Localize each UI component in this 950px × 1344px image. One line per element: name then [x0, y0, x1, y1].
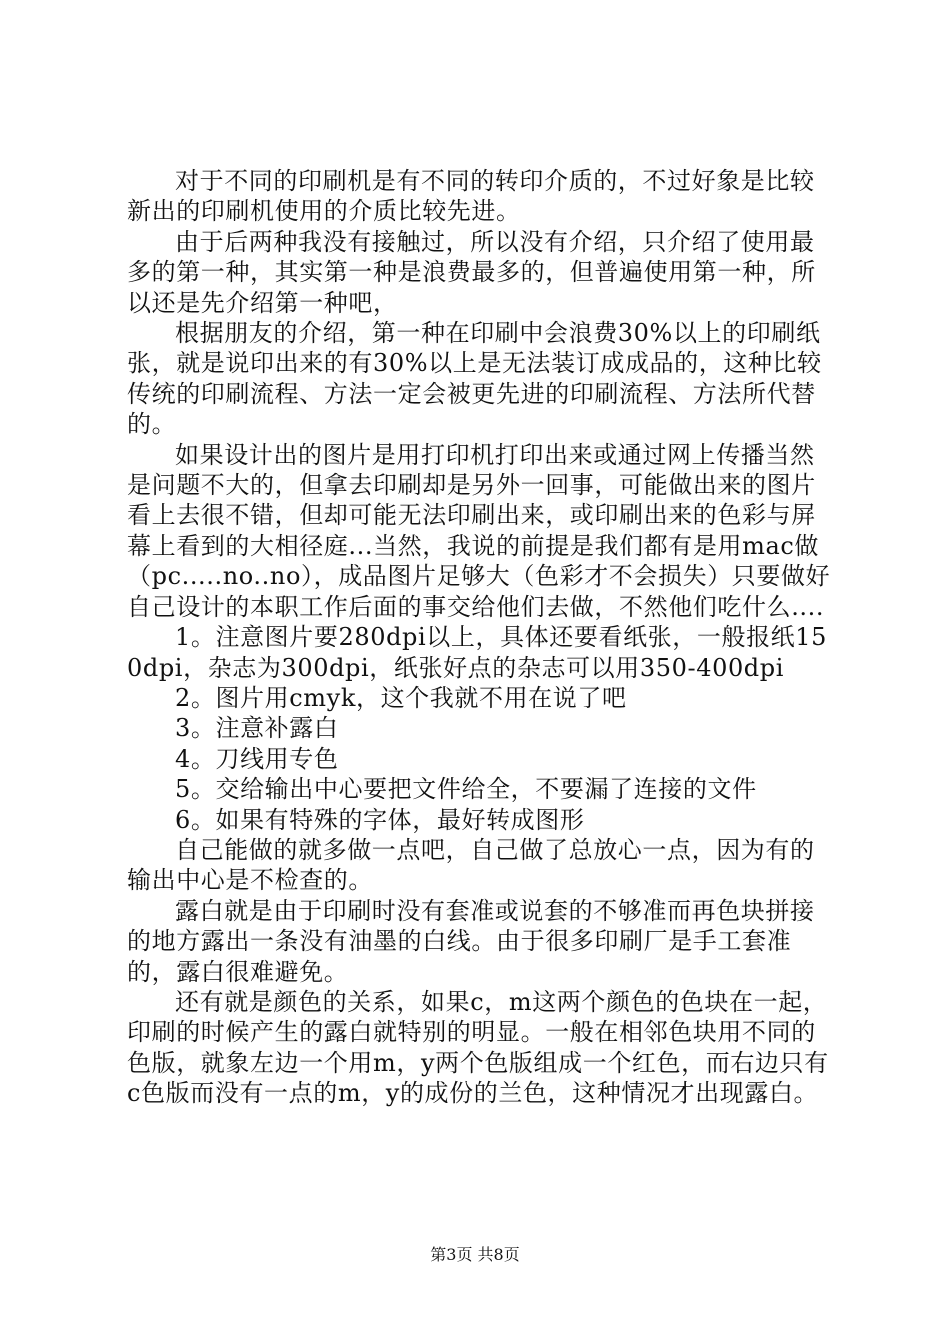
list-item-6: 6。如果有特殊的字体，最好转成图形 [175, 805, 585, 834]
list-item-4: 4。刀线用专色 [175, 744, 339, 773]
document-body [127, 166, 837, 1109]
list-item-2: 2。图片用cmyk，这个我就不用在说了吧 [175, 683, 627, 712]
page-number-footer: 第3页 共8页 [430, 1245, 520, 1264]
list-item-1: 1。注意图片要280dpi以上，具体还要看纸张，一般报纸150dpi，杂志为300dpi，纸张好点的杂志可以用350-400dpi [127, 623, 828, 682]
paragraph-6: 露白就是由于印刷时没有套准或说套的不够准而再色块拼接的地方露出一条没有油墨的白线。由于很多印刷厂是手工套准的，露白很难避免。 [127, 896, 815, 986]
paragraph-4: 如果设计出的图片是用打印机打印出来或通过网上传播当然是问题不大的，但拿去印刷却是另外一回事，可能做出来的图片看上去很不错，但却可能无法印刷出来，或印刷出来的色彩与屏幕上看到的大相径庭...当然，我说的前提是我们都有是用mac做（pc.....no..no），成品图片足够大（色彩才不会损失）只要做好自己设计的本职工作后面的事交给他们去做，不然他们吃什么.... [127, 440, 831, 621]
paragraph-5: 自己能做的就多做一点吧，自己做了总放心一点，因为有的输出中心是不检查的。 [127, 835, 815, 895]
paragraph-7: 还有就是颜色的关系，如果c，m这两个颜色的色块在一起，印刷的时候产生的露白就特别的明显。一般在相邻色块用不同的色版，就象左边一个用m，y两个色版组成一个红色，而右边只有c色版而没有一点的m，y的成份的兰色，这种情况才出现露白。 [127, 987, 829, 1108]
paragraph-3: 根据朋友的介绍，第一种在印刷中会浪费30%以上的印刷纸张，就是说印出来的有30%以上是无法装订成成品的，这种比较传统的印刷流程、方法一定会被更先进的印刷流程、方法所代替的。 [127, 319, 822, 439]
list-item-5: 5。交给输出中心要把文件给全，不要漏了连接的文件 [175, 775, 757, 804]
list-item-3: 3。注意补露白 [175, 714, 339, 743]
paragraph-1: 对于不同的印刷机是有不同的转印介质的，不过好象是比较新出的印刷机使用的介质比较先进。 [127, 167, 815, 226]
paragraph-2: 由于后两种我没有接触过，所以没有介绍，只介绍了使用最多的第一种，其实第一种是浪费最多的，但普遍使用第一种，所以还是先介绍第一种吧， [127, 227, 816, 317]
